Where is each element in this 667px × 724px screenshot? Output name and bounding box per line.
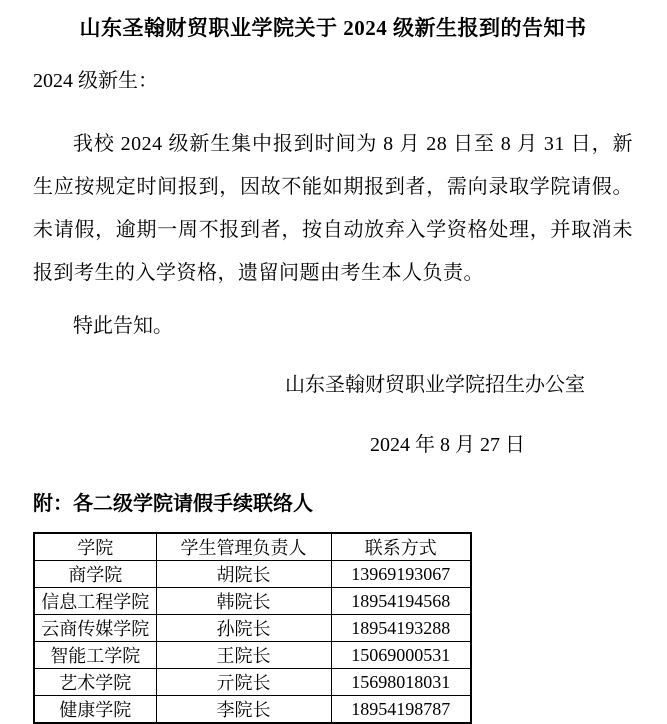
table-cell: 18954194568: [331, 588, 471, 615]
table-cell: 信息工程学院: [34, 588, 156, 615]
table-cell: 智能工学院: [34, 642, 156, 669]
page-title: 山东圣翰财贸职业学院关于 2024 级新生报到的告知书: [79, 16, 587, 40]
table-cell: 亓院长: [156, 669, 331, 696]
column-header: 学生管理负责人: [156, 533, 331, 561]
table-cell: 艺术学院: [34, 669, 156, 696]
column-header: 联系方式: [331, 533, 471, 561]
table-cell: 15069000531: [331, 642, 471, 669]
table-cell: 18954198787: [331, 696, 471, 724]
table-cell: 15698018031: [331, 669, 471, 696]
table-row: [34, 696, 471, 724]
salutation-line: 2024 级新生：: [33, 70, 158, 92]
table-cell: 韩院长: [156, 588, 331, 615]
table-cell: 商学院: [34, 561, 156, 588]
date-line: 2024 年 8 月 27 日: [370, 434, 525, 456]
table-cell: 13969193067: [331, 561, 471, 588]
table-row: [34, 615, 471, 642]
table-cell: 孙院长: [156, 615, 331, 642]
table-header-row: [34, 533, 471, 561]
table-row: [34, 642, 471, 669]
table-cell: 云商传媒学院: [34, 615, 156, 642]
table-row: [34, 669, 471, 696]
table-row: [34, 588, 471, 615]
column-header: 学院: [34, 533, 156, 561]
table-cell: 李院长: [156, 696, 331, 724]
contact-table: [33, 532, 472, 724]
table-cell: 18954193288: [331, 615, 471, 642]
body-paragraph: 我校 2024 级新生集中报到时间为 8 月 28 日至 8 月 31 日，新生应按规定时间报到，因故不能如期报到者，需向录取学院请假。未请假，逾期一周不报到者，按自动放弃入学资格处理，并取消未报到考生的入学资格，遗留问题由考生本人负责。: [33, 133, 633, 284]
table-cell: 王院长: [156, 642, 331, 669]
attachment-heading: 附：各二级学院请假手续联络人: [33, 493, 313, 515]
table-cell: 健康学院: [34, 696, 156, 724]
signer-line: 山东圣翰财贸职业学院招生办公室: [285, 374, 585, 396]
table-cell: 胡院长: [156, 561, 331, 588]
table-row: [34, 561, 471, 588]
contact-table-body: [34, 561, 471, 724]
closing-note: 特此告知。: [73, 315, 173, 337]
